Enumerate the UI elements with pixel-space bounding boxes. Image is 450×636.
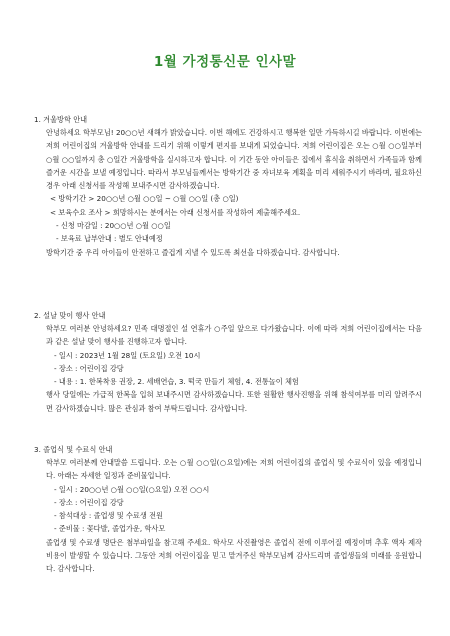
section-closing: 졸업생 및 수료생 명단은 첨부파일을 참고해 주세요. 학사모 사진촬영은 졸업식 전에 이루어질 예정이며 추후 액자 제작비용이 발생할 수 있습니다. 그동안 저희 어린이집을 믿고 맡겨주신 학부모님께 감사드리며 졸업생들의 미래를 응원합니다. 감사합니다. bbox=[46, 537, 422, 574]
section-closing: 행사 당일에는 가급적 한복을 입혀 보내주시면 감사하겠습니다. 또한 원활한 행사진행을 위해 참석여부를 미리 알려주시면 감사하겠습니다. 많은 관심과 참여 부탁드립니다. 감사합니다. bbox=[46, 390, 422, 413]
list-item: - 보육료 납부안내 : 별도 안내예정 bbox=[56, 234, 163, 244]
section-new-year-event bbox=[34, 310, 422, 415]
list-item: - 장소 : 어린이집 강당 bbox=[54, 497, 124, 507]
list-item: < 보육수요 조사 > 희망하시는 분에서는 아래 신청서를 작성하여 제출해주세요. bbox=[50, 207, 301, 217]
section-graduation bbox=[34, 444, 422, 576]
section-heading: 1. 겨울방학 안내 bbox=[34, 115, 88, 124]
list-item: - 장소 : 어린이집 강당 bbox=[54, 363, 124, 373]
section-paragraph: 학부모 여러분 안녕하세요? 민족 대명절인 설 연휴가 ○주일 앞으로 다가왔습니다. 이에 따라 저희 어린이집에서는 다음과 같은 설날 맞이 행사를 진행하고자 합니다. bbox=[46, 324, 422, 347]
list-item: - 일시 : 20○○년 ○월 ○○일(○요일) 오전 ○○시 bbox=[54, 484, 210, 494]
section-heading: 2. 설날 맞이 행사 안내 bbox=[34, 311, 106, 320]
section-closing: 방학기간 중 우리 아이들이 안전하고 즐겁게 지낼 수 있도록 최선을 다하겠습니다. 감사합니다. bbox=[46, 247, 340, 257]
list-item: - 신청 마감일 : 20○○년 ○월 ○○일 bbox=[56, 221, 171, 231]
section-paragraph: 안녕하세요 학부모님! 20○○년 새해가 밝았습니다. 이번 해에도 건강하시고 행복한 일만 가득하시길 바랍니다. 이번에는 저희 어린이집의 겨울방학 안내를 드리기 위해 이렇게 편지를 보내게 되었습니다. 저희 어린이집은 오는 ○월 ○○일부터 ○월 ○○일까지 총 ○일간 겨울방학을 실시하고자 합니다. 이 기간 동안 아이들은 집에서 휴식을 취하면서 가족들과 함께 즐거운 시간을 보낼 예정입니다. 따라서 부모님들께서는 방학기간 중 자녀보육 계획을 미리 세워주시기 바라며, 필요하신 경우 아래 신청서를 작성해 보내주시면 감사하겠습니다. bbox=[46, 128, 422, 191]
list-item: - 준비물 : 꽃다발, 졸업가운, 학사모 bbox=[54, 524, 166, 534]
list-item: - 참석대상 : 졸업생 및 수료생 전원 bbox=[54, 511, 163, 521]
section-heading: 3. 졸업식 및 수료식 안내 bbox=[34, 445, 113, 454]
section-paragraph: 학부모 여러분께 안내말씀 드립니다. 오는 ○월 ○○일(○요일)에는 저희 어린이집의 졸업식 및 수료식이 있을 예정입니다. 아래는 자세한 일정과 준비물입니다. bbox=[46, 458, 422, 481]
list-item: - 내용 : 1. 한복착용 권장, 2. 세배연습, 3. 떡국 만들기 체험, 4. 전통놀이 체험 bbox=[54, 377, 299, 387]
page-title: 1월 가정통신문 인사말 bbox=[153, 54, 297, 70]
list-item: < 방학기간 > 20○○년 ○월 ○○일 ~ ○월 ○○일 (총 ○일) bbox=[50, 194, 239, 204]
section-winter-vacation bbox=[34, 114, 422, 259]
list-item: - 일시 : 2023년 1월 28일 (토요일) 오전 10시 bbox=[54, 350, 201, 360]
